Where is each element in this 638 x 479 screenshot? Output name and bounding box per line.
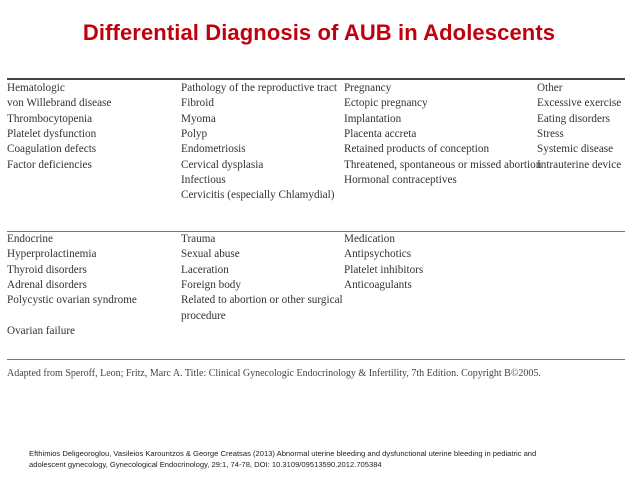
table-cell: Related to abortion or other surgical (181, 294, 343, 307)
column-header: Trauma (181, 233, 216, 245)
table-cell: Foreign body (181, 278, 241, 291)
table-cell: Thrombocytopenia (7, 112, 93, 125)
column-header: Other (537, 82, 563, 94)
column-header: Medication (344, 233, 395, 245)
table-cell: Polycystic ovarian syndrome (7, 294, 137, 307)
column-header: Hematologic (7, 82, 65, 94)
table-cell: Hormonal contraceptives (344, 173, 457, 186)
table-cell: Sexual abuse (181, 248, 240, 261)
table-footnote: Adapted from Speroff, Leon; Fritz, Marc A. Title: Clinical Gynecologic Endocrinology & Infertility, 7th Edition. Copyright B©2005. (7, 368, 541, 379)
table-top-rule (7, 78, 625, 80)
table-cell: Intrauterine device (537, 158, 622, 171)
table-cell: Coagulation defects (7, 143, 97, 156)
table-cell: Placenta accreta (344, 127, 417, 140)
section-divider (7, 231, 625, 232)
table-cell: Cervicitis (especially Chlamydial) (181, 189, 335, 202)
table-cell: Excessive exercise (537, 97, 622, 110)
table-cell: Ovarian failure (7, 324, 76, 337)
table-cell: Adrenal disorders (7, 278, 87, 291)
table-cell: Infectious (181, 173, 226, 186)
table-bottom-rule (7, 359, 625, 360)
table-cell: Laceration (181, 263, 229, 276)
table-cell: Threatened, spontaneous or missed abortion (344, 158, 542, 171)
table-cell: Antipsychotics (344, 248, 412, 261)
table-cell: Ectopic pregnancy (344, 97, 428, 110)
table-cell: Thyroid disorders (7, 263, 87, 276)
table-cell: Systemic disease (537, 143, 614, 156)
table-cell: Cervical dysplasia (181, 158, 264, 171)
table-cell: Polyp (181, 127, 208, 140)
column-header: Endocrine (7, 233, 53, 245)
column-header: Pathology of the reproductive tract (181, 82, 337, 94)
citation (29, 448, 619, 470)
table-cell: Factor deficiencies (7, 158, 92, 171)
table-cell: Platelet inhibitors (344, 263, 424, 276)
table-cell: Retained products of conception (344, 143, 490, 156)
citation-line-2: adolescent gynecology, Gynecological Endocrinology, 29:1, 74-78, DOI: 10.3109/09513590.2012.705384 (29, 460, 382, 469)
citation-line-1: Efthimios Deligeoroglou, Vasileios Karountzos & George Creatsas (2013) Abnormal uterine bleeding and dysfunctional uterine bleeding in pediatric and (29, 449, 537, 458)
table-cell: Fibroid (181, 97, 214, 110)
table-cell: Eating disorders (537, 112, 611, 125)
table-cell: von Willebrand disease (7, 97, 112, 110)
table-cell: Anticoagulants (344, 278, 412, 291)
table-cell: Hyperprolactinemia (7, 248, 97, 261)
table-cell: procedure (181, 309, 226, 322)
table-cell: Platelet dysfunction (7, 127, 97, 140)
slide-title: Differential Diagnosis of AUB in Adolescents (82, 20, 556, 45)
table-cell: Endometriosis (181, 143, 246, 156)
table-cell: Implantation (344, 112, 402, 125)
table-cell: Myoma (181, 112, 216, 125)
table-cell: Stress (537, 127, 564, 140)
column-header: Pregnancy (344, 82, 392, 94)
